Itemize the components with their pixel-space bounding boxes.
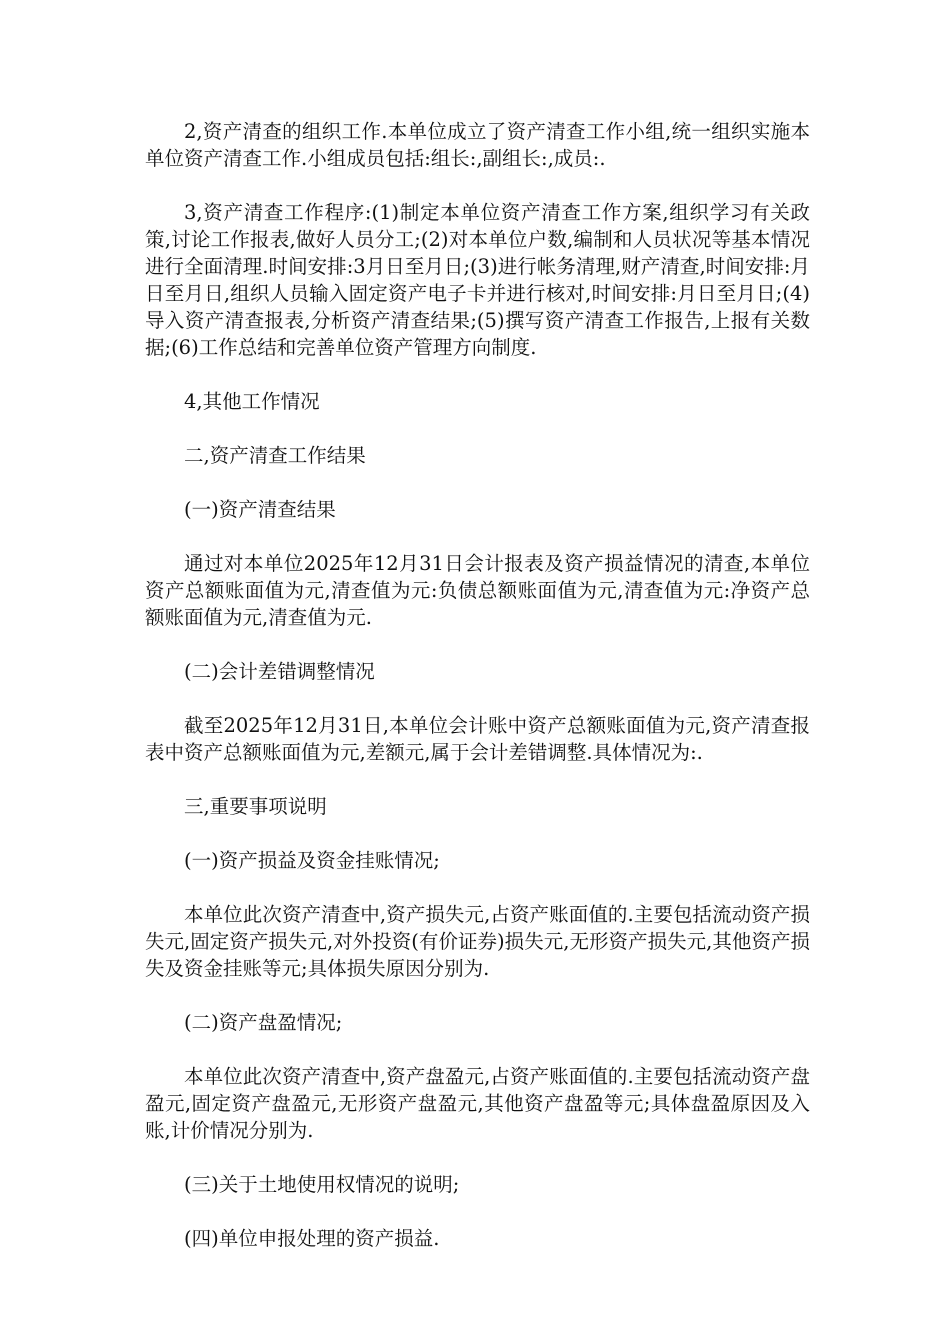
paragraph-accounting-adjustment: 截至2025年12月31日,本单位会计账中资产总额账面值为元,资产清查报表中资产总额账面值为元,差额元,属于会计差错调整.具体情况为:. — [145, 714, 810, 764]
subheading-declared-asset-gains-losses: (四)单位申报处理的资产损益. — [184, 1227, 440, 1250]
subheading-land-use-rights: (三)关于土地使用权情况的说明; — [184, 1173, 460, 1196]
subheading-inventory-results: (一)资产清查结果 — [184, 498, 336, 521]
subheading-accounting-adjustment: (二)会计差错调整情况 — [184, 660, 375, 683]
paragraph-other-work: 4,其他工作情况 — [184, 390, 320, 413]
paragraph-asset-surplus: 本单位此次资产清查中,资产盘盈元,占资产账面值的.主要包括流动资产盘盈元,固定资产盘盈元,无形资产盘盈元,其他资产盘盈等元;具体盘盈原因及入账,计价情况分别为. — [145, 1065, 810, 1142]
subheading-asset-losses: (一)资产损益及资金挂账情况; — [184, 849, 440, 872]
paragraph-asset-losses: 本单位此次资产清查中,资产损失元,占资产账面值的.主要包括流动资产损失元,固定资产损失元,对外投资(有价证券)损失元,无形资产损失元,其他资产损失及资金挂账等元;具体损失原因分别为. — [145, 903, 810, 980]
document-body — [145, 118, 810, 1279]
heading-results: 二,资产清查工作结果 — [184, 444, 366, 467]
paragraph-inventory-results: 通过对本单位2025年12月31日会计报表及资产损益情况的清查,本单位资产总额账面值为元,清查值为元:负债总额账面值为元,清查值为元:净资产总额账面值为元,清查值为元. — [145, 552, 810, 629]
subheading-asset-surplus: (二)资产盘盈情况; — [184, 1011, 343, 1034]
heading-important-matters: 三,重要事项说明 — [184, 795, 327, 818]
paragraph-organization: 2,资产清查的组织工作.本单位成立了资产清查工作小组,统一组织实施本单位资产清查工作.小组成员包括:组长:,副组长:,成员:. — [145, 120, 810, 170]
paragraph-procedure: 3,资产清查工作程序:(1)制定本单位资产清查工作方案,组织学习有关政策,讨论工作报表,做好人员分工;(2)对本单位户数,编制和人员状况等基本情况进行全面清理.时间安排:3月日至月日;(3)进行帐务清理,财产清查,时间安排:月日至月日,组织人员输入固定资产电子卡并进行核对,时间安排:月日至月日;(4)导入资产清查报表,分析资产清查结果;(5)撰写资产清查工作报告,上报有关数据;(6)工作总结和完善单位资产管理方向制度. — [145, 201, 810, 359]
